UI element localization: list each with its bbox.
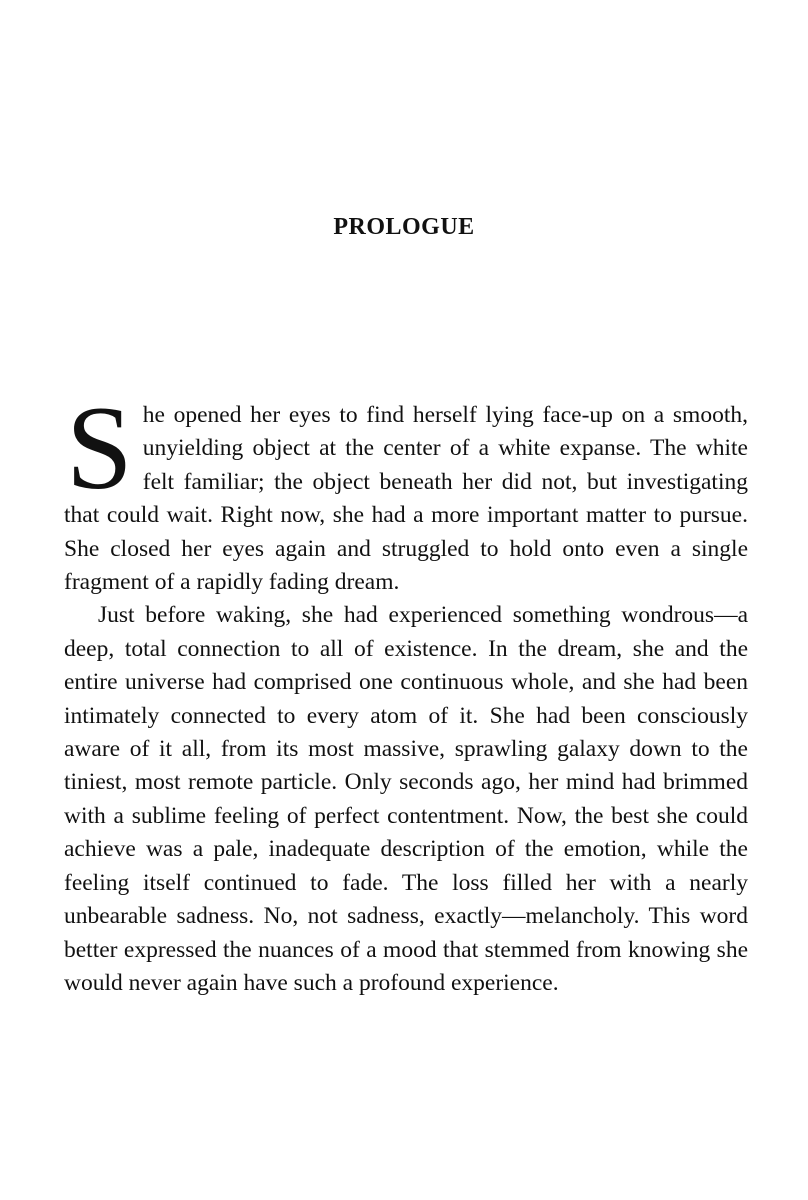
paragraph-2: Just before waking, she had experienced something wondrous—a deep, total connection to all of existence. In the dream, she and the entire universe had comprised one continuous whole, and she had been intimately connected to every atom of it. She had been consciously aware of it all, from its most massive, sprawling galaxy down to the tiniest, most remote particle. Only seconds ago, her mind had brimmed with a sublime feeling of perfect contentment. Now, the best she could achieve was a pale, inadequate description of the emotion, while the feeling itself continued to fade. The loss filled her with a nearly unbearable sadness. No, not sadness, exactly—melancholy. This word better expressed the nuances of a mood that stemmed from knowing she would never again have such a profound experience.	[64, 602, 748, 996]
chapter-title: PROLOGUE	[333, 214, 475, 240]
drop-cap-letter: S	[66, 381, 133, 514]
paragraph-1	[64, 381, 748, 599]
chapter-body	[64, 381, 748, 1000]
paragraph-1-text: he opened her eyes to find herself lying face-up on a smooth, unyielding object at the center of a white expanse. The white felt familiar; the object beneath her did not, but investigating that could wait. Right now, she had a more important matter to pursue. She closed her eyes again and struggled to hold onto even a single fragment of a rapidly fading dream.	[64, 402, 748, 596]
